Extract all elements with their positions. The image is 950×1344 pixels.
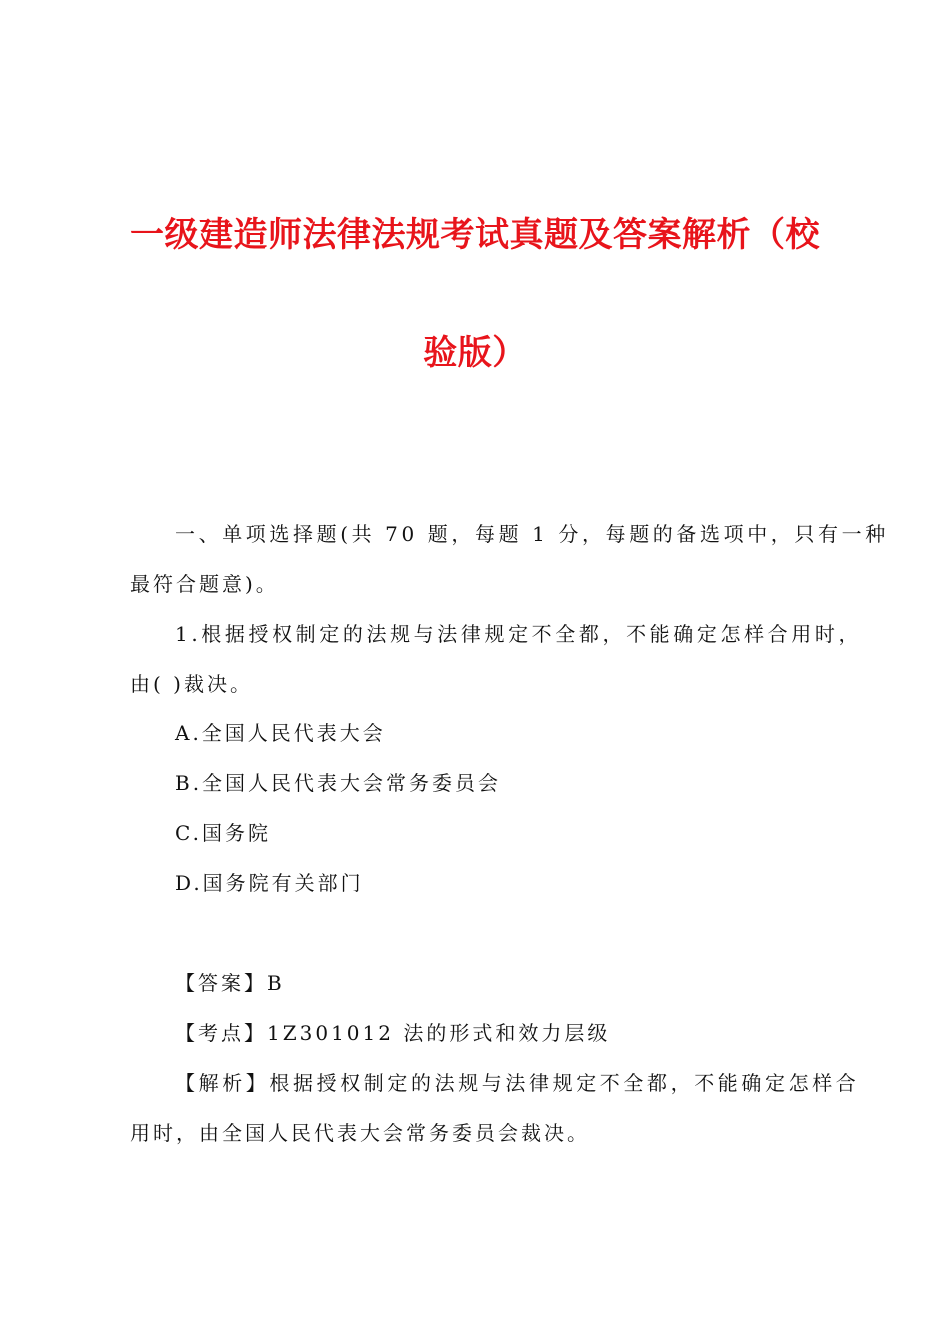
answer-line: 【答案】B [175, 971, 285, 995]
option-d: D.国务院有关部门 [175, 871, 364, 895]
analysis-line-1: 【解析】根据授权制定的法规与法律规定不全都，不能确定怎样合 [175, 1071, 860, 1095]
document-title-line-1: 一级建造师法律法规考试真题及答案解析（校 [130, 215, 820, 255]
topic-line: 【考点】1Z301012 法的形式和效力层级 [175, 1021, 611, 1045]
question-stem-line-2: 由( )裁决。 [130, 672, 253, 696]
option-a: A.全国人民代表大会 [175, 721, 386, 745]
section-heading-line-1: 一、单项选择题(共 70 题，每题 1 分，每题的备选项中，只有一种 [175, 522, 889, 546]
option-c: C.国务院 [175, 821, 271, 845]
option-b: B.全国人民代表大会常务委员会 [175, 771, 502, 795]
section-heading-line-2: 最符合题意)。 [130, 572, 279, 596]
question-stem-line-1: 1.根据授权制定的法规与法律规定不全都，不能确定怎样合用时， [175, 622, 863, 646]
document-title-line-2: 验版） [423, 333, 527, 373]
analysis-line-2: 用时，由全国人民代表大会常务委员会裁决。 [130, 1121, 590, 1145]
